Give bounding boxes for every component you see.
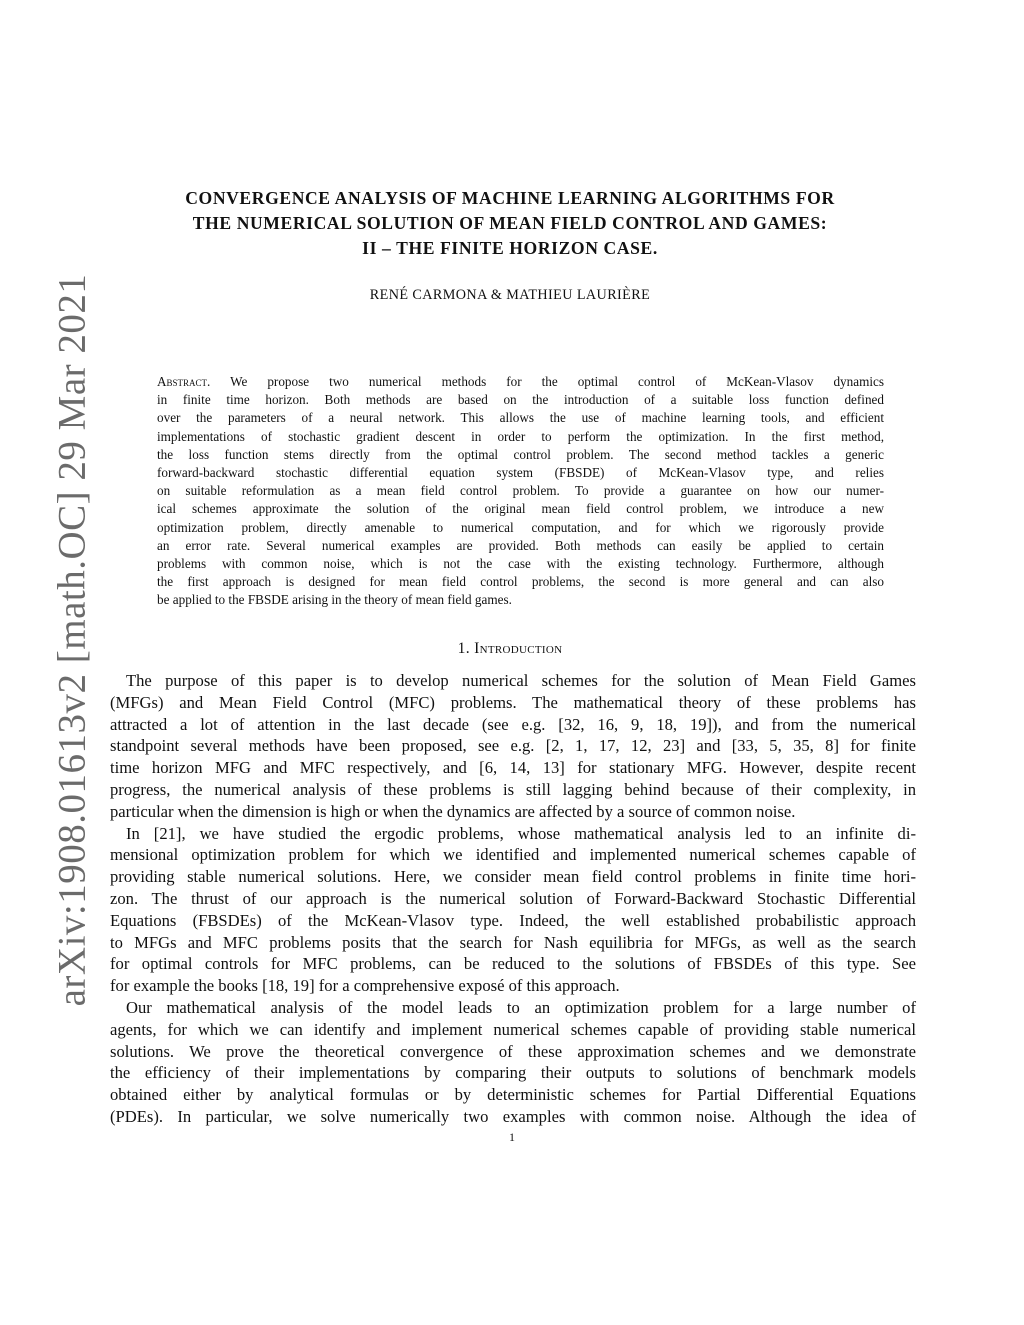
title-line: THE NUMERICAL SOLUTION OF MEAN FIELD CONTROL AND GAMES:	[192, 213, 828, 233]
text-line: progress, the numerical analysis of these problems is still lagging behind because of their complexity, in	[110, 779, 916, 799]
arxiv-identifier: arXiv:1908.01613v2 [math.OC] 29 Mar 2021	[50, 273, 94, 1007]
text-line: Our mathematical analysis of the model leads to an optimization problem for a large number of	[126, 997, 916, 1017]
abstract-line: over the parameters of a neural network. This allows the use of machine learning tools, and efficient	[157, 410, 884, 426]
text-line: solutions. We prove the theoretical convergence of these approximation schemes and we demonstrate	[110, 1041, 916, 1061]
abstract-line: the loss function stems directly from the optimal control problem. The second method tackles a generic	[157, 446, 884, 462]
abstract-line: optimization problem, directly amenable to numerical computation, and for which we rigorously provide	[157, 519, 884, 535]
introduction-body	[110, 670, 916, 1128]
text-line: time horizon MFG and MFC respectively, and [6, 14, 13] for stationary MFG. However, despite recent	[110, 758, 916, 778]
text-line: for optimal controls for MFC problems, can be reduced to the solutions of FBSDEs of this type. See	[110, 954, 916, 974]
section-title: Introduction	[474, 640, 563, 657]
text-line: particular when the dimension is high or when the dynamics are affected by a source of common noise.	[110, 801, 796, 821]
text-line: (MFGs) and Mean Field Control (MFC) problems. The mathematical theory of these problems has	[110, 692, 916, 712]
text-line: the efficiency of their implementations by comparing their outputs to solutions of benchmark models	[110, 1063, 916, 1083]
text-line: mensional optimization problem for which we identified and implemented numerical schemes capable of	[110, 845, 916, 865]
section-number: 1.	[457, 640, 470, 657]
section-heading	[110, 640, 910, 658]
abstract-line: an error rate. Several numerical examples are provided. Both methods can easily be applied to certain	[157, 537, 884, 553]
paragraph	[110, 823, 916, 997]
paragraph	[110, 670, 916, 823]
text-line: for example the books [18, 19] for a comprehensive exposé of this approach.	[110, 976, 620, 996]
page-number: 1	[509, 1130, 515, 1144]
abstract-line: problems with common noise, which is not the case with the existing technology. Furthermore, although	[157, 556, 884, 572]
text-line: zon. The thrust of our approach is the numerical solution of Forward-Backward Stochastic Differential	[110, 888, 916, 908]
abstract	[157, 373, 884, 610]
text-line: (PDEs). In particular, we solve numerically two examples with common noise. Although the idea of	[110, 1106, 916, 1126]
abstract-line: ical schemes approximate the solution of the original mean field control problem, we introduce a new	[157, 501, 884, 517]
abstract-line: forward-backward stochastic differential equation system (FBSDE) of McKean-Vlasov type, and relies	[157, 465, 884, 481]
text-line: providing stable numerical solutions. Here, we consider mean field control problems in finite time hori-	[110, 867, 916, 887]
paper-title	[110, 186, 910, 261]
paragraph	[110, 997, 916, 1128]
title-line: II – THE FINITE HORIZON CASE.	[362, 238, 658, 258]
authors: RENÉ CARMONA & MATHIEU LAURIÈRE	[369, 287, 651, 303]
text-line: to MFGs and MFC problems posits that the search for Nash equilibria for MFGs, as well as the search	[110, 932, 916, 952]
abstract-line: Abstract. We propose two numerical methods for the optimal control of McKean-Vlasov dynamics	[157, 374, 884, 389]
text-line: Equations (FBSDEs) of the McKean-Vlasov type. Indeed, the well established probabilistic approach	[110, 910, 916, 930]
text-line: obtained either by analytical formulas or by deterministic schemes for Partial Differential Equations	[110, 1085, 916, 1105]
abstract-line: implementations of stochastic gradient descent in order to perform the optimization. In the first method,	[157, 428, 884, 444]
text-line: In [21], we have studied the ergodic problems, whose mathematical analysis led to an infinite di-	[126, 823, 916, 843]
abstract-line: be applied to the FBSDE arising in the theory of mean field games.	[157, 592, 512, 608]
abstract-line: on suitable reformulation as a mean field control problem. To provide a guarantee on how our numer-	[157, 483, 884, 499]
abstract-line: in finite time horizon. Both methods are based on the introduction of a suitable loss function defined	[157, 392, 884, 408]
text-line: agents, for which we can identify and implement numerical schemes capable of providing stable numerical	[110, 1019, 916, 1039]
abstract-line: the first approach is designed for mean field control problems, the second is more general and can also	[157, 574, 884, 590]
title-line: CONVERGENCE ANALYSIS OF MACHINE LEARNING ALGORITHMS FOR	[185, 188, 835, 208]
abstract-label: Abstract.	[157, 374, 211, 389]
text-line: standpoint several methods have been proposed, see e.g. [2, 1, 17, 12, 23] and [33, 5, 35, 8] for finite	[110, 736, 916, 756]
text-line: The purpose of this paper is to develop numerical schemes for the solution of Mean Field Games	[126, 671, 916, 690]
text-line: attracted a lot of attention in the last decade (see e.g. [32, 16, 9, 18, 19]), and from the numerical	[110, 714, 916, 734]
